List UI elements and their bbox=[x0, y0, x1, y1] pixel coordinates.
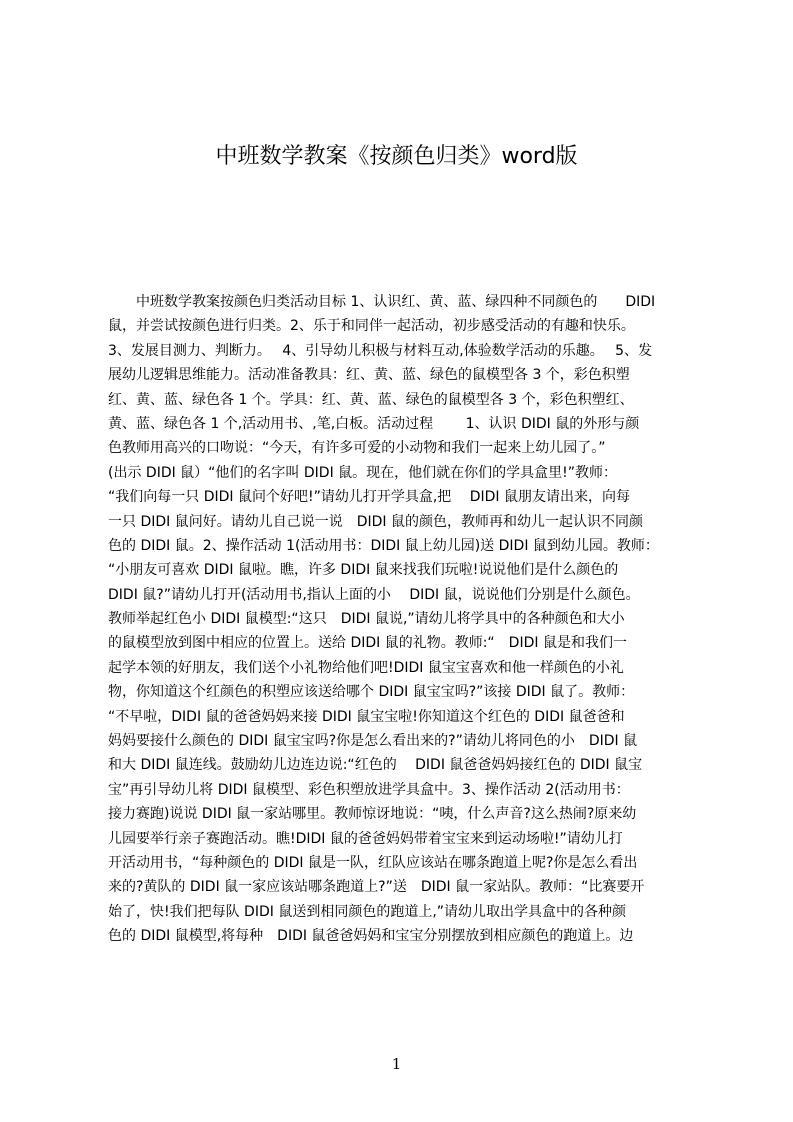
body-line: 的鼠模型放到图中相应的位置上。送给 DIDI 鼠的礼物。教师:“ DIDI 鼠是和我们一 bbox=[108, 635, 627, 652]
body-line: 红、黄、蓝、绿色各 1 个。学具：红、黄、蓝、绿色的鼠模型各 3 个，彩色积塑红、 bbox=[108, 391, 634, 408]
body-line: 和大 DIDI 鼠连线。鼓励幼儿边连边说:“红色的 DIDI 鼠爸爸妈妈接红色的 DIDI 鼠宝 bbox=[108, 757, 643, 774]
body-line: 儿园要举行亲子赛跑活动。瞧!DIDI 鼠的爸爸妈妈带着宝宝来到运动场啦!”请幼儿打 bbox=[108, 830, 623, 847]
page-number: 1 bbox=[391, 1055, 402, 1073]
body-line: 教师举起红色小 DIDI 鼠模型:“这只 DIDI 鼠说,”请幼儿将学具中的各种颜色和大小 bbox=[108, 611, 625, 628]
body-line: “小朋友可喜欢 DIDI 鼠啦。瞧，许多 DIDI 鼠来找我们玩啦!说说他们是什么颜色的 bbox=[108, 562, 619, 579]
body-line: 物，你知道这个红颜色的积塑应该送给哪个 DIDI 鼠宝宝吗?”该接 DIDI 鼠了。教师： bbox=[108, 684, 635, 701]
document-body bbox=[108, 290, 698, 1032]
body-line: 鼠，并尝试按颜色进行归类。2、乐于和同伴一起活动，初步感受活动的有趣和快乐。 bbox=[108, 318, 635, 335]
body-line: 起学本领的好朋友，我们送个小礼物给他们吧!DIDI 鼠宝宝喜欢和他一样颜色的小礼 bbox=[108, 659, 624, 676]
body-line: 色教师用高兴的口吻说：“今天，有许多可爱的小动物和我们一起来上幼儿园了。” bbox=[108, 440, 606, 457]
body-line: 来的?黄队的 DIDI 鼠一家应该站哪条跑道上?”送 DIDI 鼠一家站队。教师：“比赛要开 bbox=[108, 879, 645, 896]
body-line: “不早啦，DIDI 鼠的爸爸妈妈来接 DIDI 鼠宝宝啦!你知道这个红色的 DIDI 鼠爸爸和 bbox=[108, 708, 625, 725]
body-line: 宝”再引导幼儿将 DIDI 鼠模型、彩色积塑放进学具盒中。3、操作活动 2(活动用书： bbox=[108, 781, 630, 798]
body-line: 开活动用书，“每种颜色的 DIDI 鼠是一队，红队应该站在哪条跑道上呢?你是怎么看出 bbox=[108, 854, 638, 871]
body-line: 3、发展目测力、判断力。 4、引导幼儿积极与材料互动,体验数学活动的乐趣。 5、发 bbox=[108, 342, 653, 359]
body-line: 接力赛跑)说说 DIDI 鼠一家站哪里。教师惊讶地说：“咦，什么声音?这么热闹?原来幼 bbox=[108, 806, 637, 823]
body-line: (出示 DIDI 鼠）“他们的名字叫 DIDI 鼠。现在，他们就在你们的学具盒里!”教师： bbox=[108, 464, 618, 481]
body-line: 黄、蓝、绿色各 1 个,活动用书、,笔,白板。活动过程 1、认识 DIDI 鼠的外形与颜 bbox=[108, 415, 640, 432]
body-line: “我们向每一只 DIDI 鼠问个好吧!”请幼儿打开学具盒,把 DIDI 鼠朋友请出来，向每 bbox=[108, 489, 631, 506]
body-line: DIDI 鼠?”请幼儿打开(活动用书,指认上面的小 DIDI 鼠，说说他们分别是什么颜色。 bbox=[108, 586, 640, 603]
body-line: 中班数学教案按颜色归类活动目标 1、认识红、黄、蓝、绿四种不同颜色的 DIDI bbox=[108, 294, 656, 310]
body-line: 色的 DIDI 鼠。2、操作活动 1(活动用书：DIDI 鼠上幼儿园)送 DIDI 鼠到幼儿园。教师： bbox=[108, 537, 659, 554]
body-line: 色的 DIDI 鼠模型,将每种 DIDI 鼠爸爸妈妈和宝宝分别摆放到相应颜色的跑道上。边 bbox=[108, 928, 634, 945]
document-title: 中班数学教案《按颜色归类》word版 bbox=[215, 144, 578, 169]
body-line: 妈妈要接什么颜色的 DIDI 鼠宝宝吗?你是怎么看出来的?”请幼儿将同色的小 DIDI 鼠 bbox=[108, 733, 638, 750]
body-line: 一只 DIDI 鼠问好。请幼儿自己说一说 DIDI 鼠的颜色，教师再和幼儿一起认识不同颜 bbox=[108, 513, 643, 530]
body-line: 始了，快!我们把每队 DIDI 鼠送到相同颜色的跑道上,”请幼儿取出学具盒中的各种颜 bbox=[108, 903, 627, 920]
body-line: 展幼儿逻辑思维能力。活动准备教具：红、黄、蓝、绿色的鼠模型各 3 个，彩色积塑 bbox=[108, 367, 630, 384]
